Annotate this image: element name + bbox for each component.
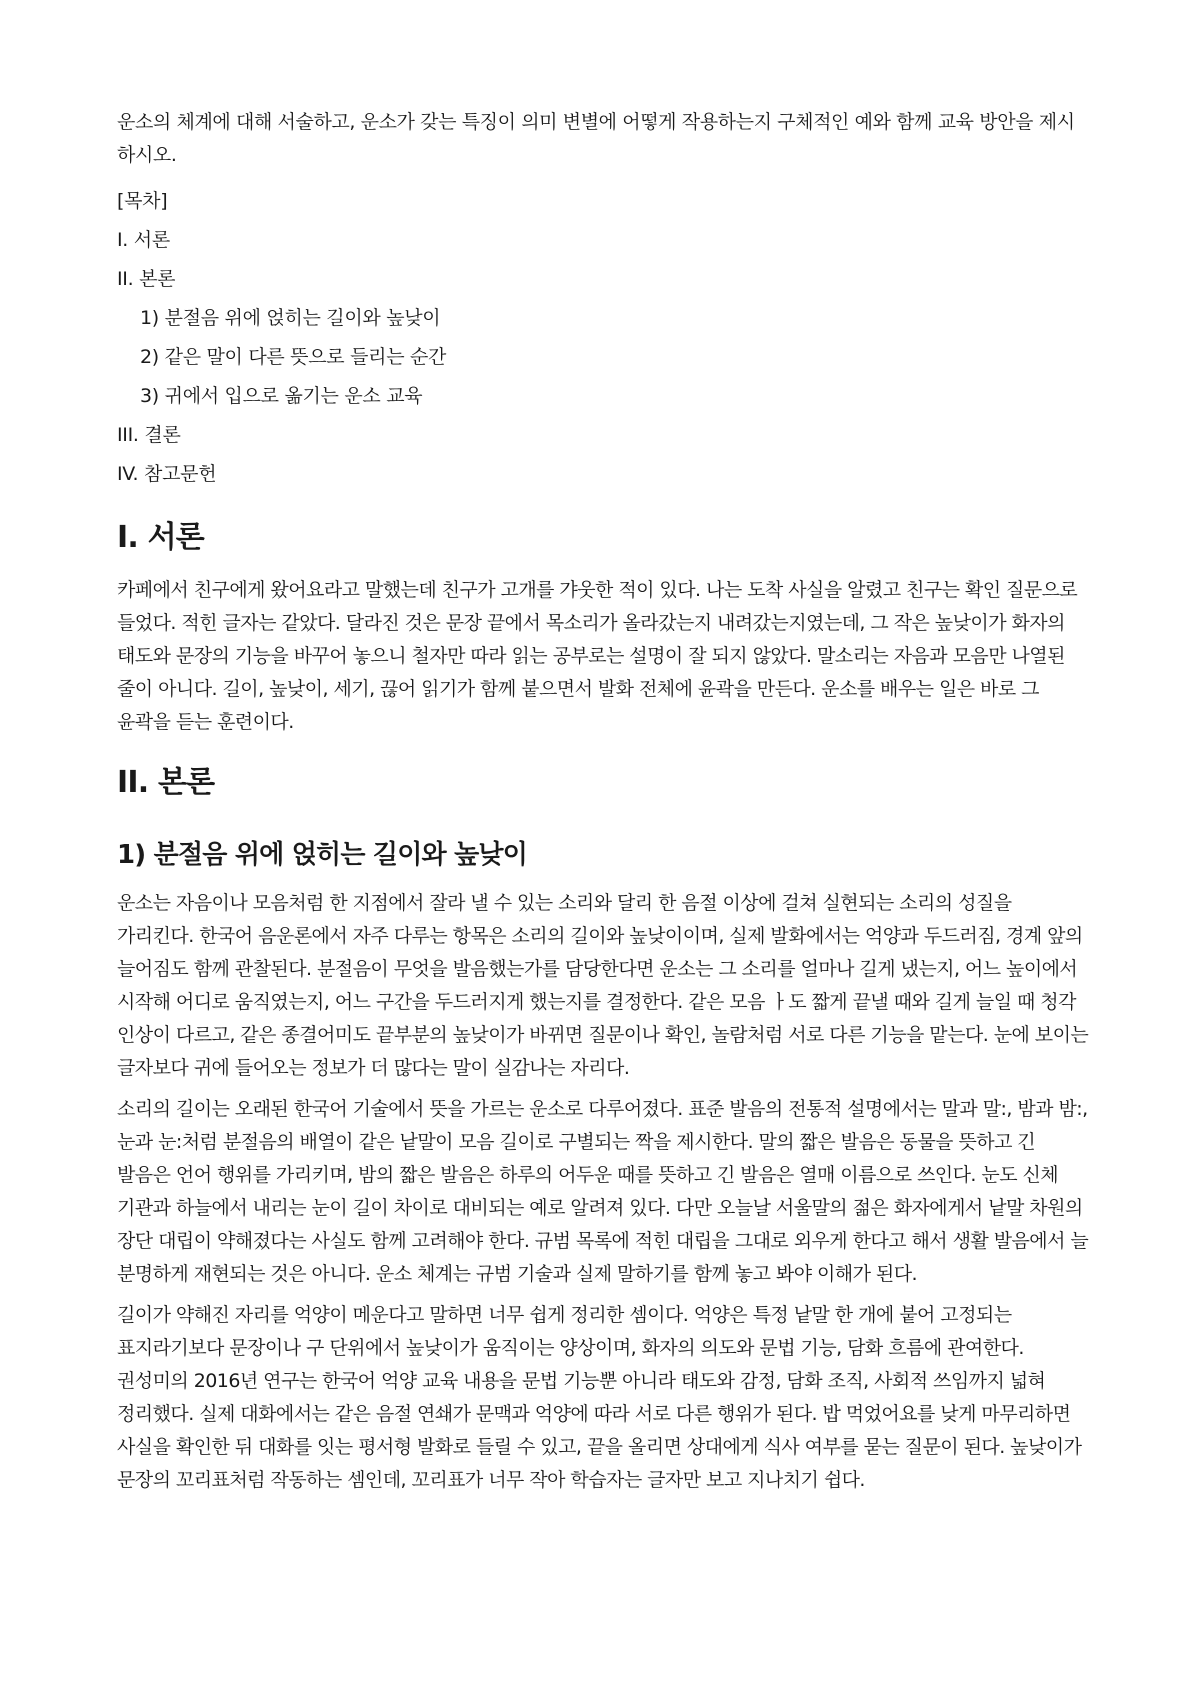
body-paragraph: 길이가 약해진 자리를 억양이 메운다고 말하면 너무 쉽게 정리한 셈이다. 억양은 특정 낱말 한 개에 붙어 고정되는 표지라기보다 문장이나 구 단위에서 높낮이가 움직이는 양상이며, 화자의 의도와 문법 기능, 담화 흐름에 관여한다. 권성미의 2016년 연구는 한국어 억양 교육 내용을 문법 기능뿐 아니라 태도와 감정, 담화 조직, 사회적 쓰임까지 넓혀 정리했다. 실제 대화에서는 같은 음절 연쇄가 문맥과 억양에 따라 서로 다른 행위가 된다. 밥 먹었어요를 낮게 마무리하면 사실을 확인한 뒤 대화를 잇는 평서형 발화로 들릴 수 있고, 끝을 올리면 상대에게 식사 여부를 묻는 질문이 된다. 높낮이가 문장의 꼬리표처럼 작동하는 셈인데, 꼬리표가 너무 작아 학습자는 글자만 보고 지나치기 쉽다. (117, 1304, 1082, 1491)
toc-heading: [목차] (117, 190, 168, 212)
toc-item-intro: I. 서론 (117, 229, 170, 251)
body-paragraph: 소리의 길이는 오래된 한국어 기술에서 뜻을 가르는 운소로 다루어졌다. 표준 발음의 전통적 설명에서는 말과 말:, 밤과 밤:, 눈과 눈:처럼 분절음의 배열이 같은 낱말이 모음 길이로 구별되는 짝을 제시한다. 말의 짧은 발음은 동물을 뜻하고 긴 발음은 언어 행위를 가리키며, 밤의 짧은 발음은 하루의 어두운 때를 뜻하고 긴 발음은 열매 이름으로 쓰인다. 눈도 신체 기관과 하늘에서 내리는 눈이 길이 차이로 대비되는 예로 알려져 있다. 다만 오늘날 서울말의 젊은 화자에게서 낱말 차원의 장단 대립이 약해졌다는 사실도 함께 고려해야 한다. 규범 목록에 적힌 대립을 그대로 외우게 한다고 해서 생활 발음에서 늘 분명하게 재현되는 것은 아니다. 운소 체계는 규범 기술과 실제 말하기를 함께 놓고 봐야 이해가 된다. (117, 1098, 1089, 1285)
subsection-heading-1: 1) 분절음 위에 얹히는 길이와 높낮이 (117, 840, 528, 870)
body-paragraph: 운소는 자음이나 모음처럼 한 지점에서 잘라 낼 수 있는 소리와 달리 한 음절 이상에 걸쳐 실현되는 소리의 성질을 가리킨다. 한국어 음운론에서 자주 다루는 항목은 소리의 길이와 높낮이이며, 실제 발화에서는 억양과 두드러짐, 경계 앞의 늘어짐도 함께 관찰된다. 분절음이 무엇을 발음했는가를 담당한다면 운소는 그 소리를 얼마나 길게 냈는지, 어느 높이에서 시작해 어디로 움직였는지, 어느 구간을 두드러지게 했는지를 결정한다. 같은 모음 ㅏ도 짧게 끝낼 때와 길게 늘일 때 청각 인상이 다르고, 같은 종결어미도 끝부분의 높낮이가 바뀌면 질문이나 확인, 놀람처럼 서로 다른 기능을 맡는다. 눈에 보이는 글자보다 귀에 들어오는 정보가 더 많다는 말이 실감나는 자리다. (117, 892, 1089, 1079)
toc-item-conclusion: III. 결론 (117, 424, 181, 446)
section-heading-intro: I. 서론 (117, 520, 204, 555)
toc-item-body-1: 1) 분절음 위에 얹히는 길이와 높낮이 (140, 307, 441, 329)
table-of-contents (117, 182, 1090, 494)
section-heading-body: II. 본론 (117, 765, 215, 800)
toc-item-body: II. 본론 (117, 268, 176, 290)
intro-paragraph: 카페에서 친구에게 왔어요라고 말했는데 친구가 고개를 갸웃한 적이 있다. 나는 도착 사실을 알렸고 친구는 확인 질문으로 들었다. 적힌 글자는 같았다. 달라진 것은 문장 끝에서 목소리가 올라갔는지 내려갔는지였는데, 그 작은 높낮이가 화자의 태도와 문장의 기능을 바꾸어 놓으니 철자만 따라 읽는 공부로는 설명이 잘 되지 않았다. 말소리는 자음과 모음만 나열된 줄이 아니다. 길이, 높낮이, 세기, 끊어 읽기가 함께 붙으면서 발화 전체에 윤곽을 만든다. 운소를 배우는 일은 바로 그 윤곽을 듣는 훈련이다. (117, 579, 1078, 733)
toc-item-references: IV. 참고문헌 (117, 463, 217, 485)
assignment-prompt: 운소의 체계에 대해 서술하고, 운소가 갖는 특징이 의미 변별에 어떻게 작용하는지 구체적인 예와 함께 교육 방안을 제시하시오. (117, 111, 1075, 166)
toc-item-body-2: 2) 같은 말이 다른 뜻으로 들리는 순간 (140, 346, 447, 368)
toc-item-body-3: 3) 귀에서 입으로 옮기는 운소 교육 (140, 385, 423, 407)
